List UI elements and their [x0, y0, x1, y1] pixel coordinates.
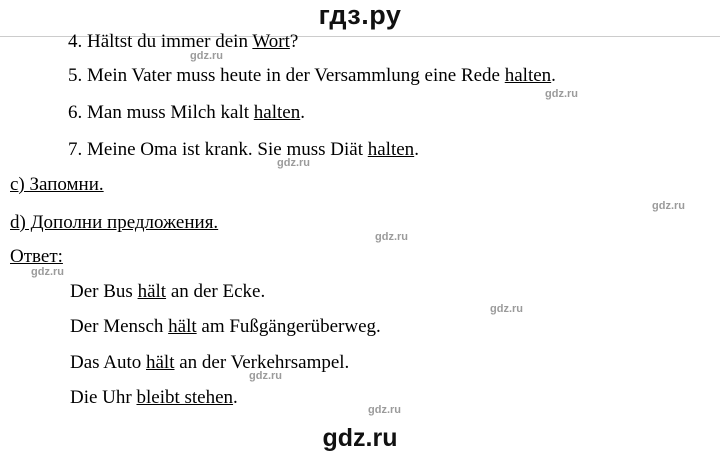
text-run: 6. Man muss Milch kalt — [68, 102, 254, 123]
watermark-0: gdz.ru — [190, 50, 223, 62]
line-c — [10, 173, 104, 196]
text-run: an der Ecke. — [166, 281, 266, 302]
text-run: an der Verkehrsampel. — [174, 352, 350, 373]
text-run: Die Uhr — [70, 387, 137, 408]
underlined-answer: halten — [367, 139, 415, 160]
text-run: 7. Meine Oma ist krank. Sie muss Diät — [68, 139, 368, 160]
site-logo-footer: gdz.ru — [322, 424, 398, 452]
text-run: . — [551, 65, 556, 86]
text-run: 5. Mein Vater muss heute in der Versammlung eine Rede — [68, 65, 505, 86]
text-run: am Fußgängerüberweg. — [196, 316, 381, 337]
text-run: 4. Hältst du immer dein — [68, 31, 253, 52]
text-run: . — [300, 102, 305, 123]
line-mensch — [70, 315, 381, 338]
watermark-3: gdz.ru — [652, 200, 685, 212]
line-bus — [70, 280, 265, 303]
text-run: ? — [289, 31, 299, 52]
line-uhr — [70, 386, 238, 409]
line-6 — [68, 101, 305, 124]
underlined-answer: d) Дополни предложения. — [10, 212, 219, 233]
text-run: Der Bus — [70, 281, 138, 302]
watermark-7: gdz.ru — [249, 370, 282, 382]
text-run: . — [414, 139, 419, 160]
watermark-8: gdz.ru — [368, 404, 401, 416]
line-d — [10, 211, 218, 234]
text-run: . — [233, 387, 238, 408]
underlined-answer: halten — [504, 65, 552, 86]
line-7 — [68, 138, 419, 161]
underlined-answer: halten — [253, 102, 301, 123]
watermark-4: gdz.ru — [375, 231, 408, 243]
underlined-answer: hält — [146, 352, 175, 373]
line-4 — [68, 30, 298, 53]
underlined-answer: hält — [168, 316, 197, 337]
line-answer — [10, 245, 63, 268]
underlined-answer: Ответ: — [10, 246, 63, 267]
line-5 — [68, 64, 556, 87]
watermark-6: gdz.ru — [490, 303, 523, 315]
site-logo-header: гдз.ру — [318, 0, 402, 30]
watermark-1: gdz.ru — [545, 88, 578, 100]
line-auto — [70, 351, 349, 374]
text-run: Das Auto — [70, 352, 146, 373]
underlined-answer: hält — [137, 281, 167, 302]
underlined-answer: bleibt stehen — [136, 387, 234, 408]
underlined-answer: c) Запомни. — [10, 174, 104, 195]
text-run: Der Mensch — [70, 316, 169, 337]
underlined-answer: Wort — [252, 31, 290, 52]
watermark-2: gdz.ru — [277, 157, 310, 169]
watermark-5: gdz.ru — [31, 266, 64, 278]
